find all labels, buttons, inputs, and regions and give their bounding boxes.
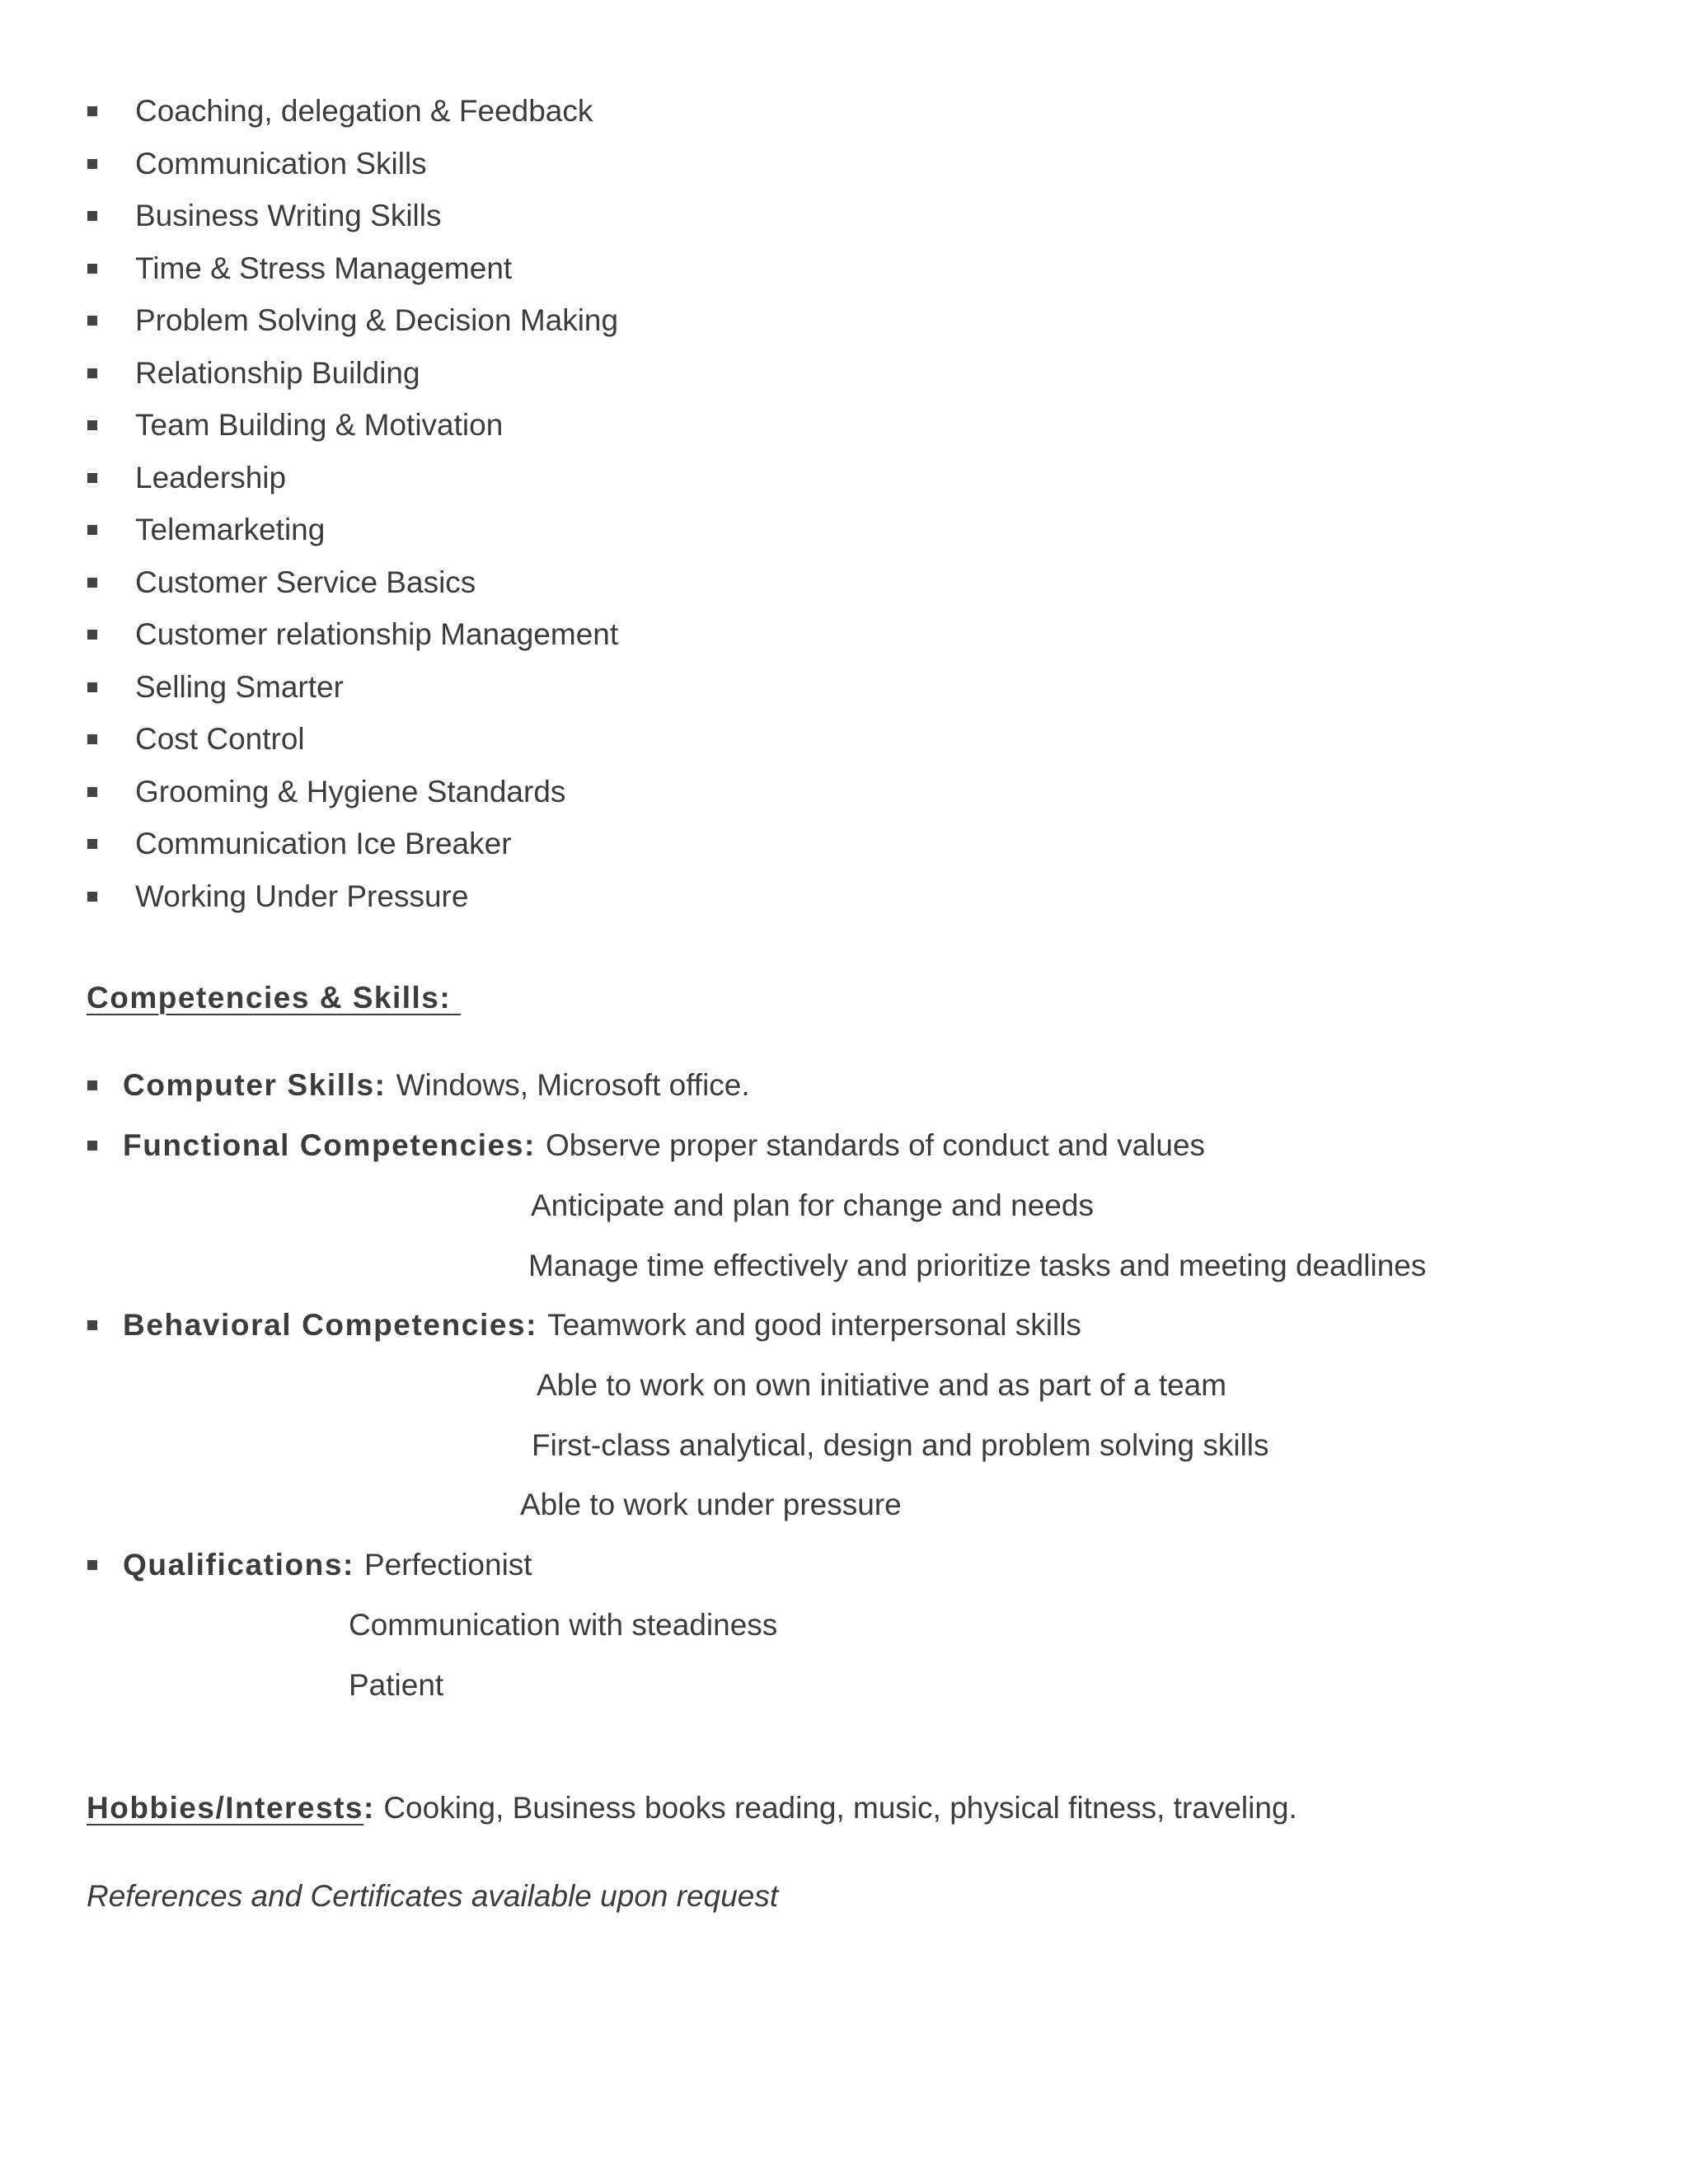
square-bullet-icon: [87, 106, 97, 116]
behavioral-competencies-row: [123, 1302, 1081, 1348]
square-bullet-icon: [87, 839, 97, 849]
hobbies-label: Hobbies/Interests: [87, 1791, 363, 1825]
square-bullet-icon: [87, 734, 97, 744]
square-bullet-icon: [87, 316, 97, 326]
computer-skills-label: Computer Skills:: [123, 1068, 387, 1102]
qualifications-label: Qualifications:: [123, 1548, 354, 1582]
training-item-text: Coaching, delegation & Feedback: [135, 94, 593, 128]
training-item-text: Problem Solving & Decision Making: [135, 303, 619, 337]
square-bullet-icon: [87, 473, 97, 483]
training-item-text: Communication Skills: [135, 146, 427, 180]
training-item-text: Relationship Building: [135, 355, 420, 390]
square-bullet-icon: [87, 1320, 97, 1330]
behavioral-competency-value: Able to work under pressure: [520, 1488, 902, 1521]
training-item-text: Telemarketing: [135, 513, 326, 546]
training-item-text: Selling Smarter: [135, 669, 344, 704]
square-bullet-icon: [87, 420, 97, 430]
qualifications-row: [123, 1542, 532, 1588]
competencies-heading: Competencies & Skills:: [87, 981, 461, 1015]
square-bullet-icon: [87, 578, 97, 588]
square-bullet-icon: [87, 525, 97, 535]
training-item-text: Leadership: [135, 460, 287, 494]
hobbies-colon: :: [363, 1791, 374, 1825]
qualification-value: Patient: [349, 1668, 444, 1702]
training-item-text: Cost Control: [135, 722, 305, 756]
hobbies-value: Cooking, Business books reading, music, physical fitness, traveling.: [383, 1791, 1297, 1825]
functional-competency-value: Anticipate and plan for change and needs: [531, 1188, 1094, 1222]
training-item-text: Business Writing Skills: [135, 199, 442, 232]
training-item-text: Time & Stress Management: [135, 251, 513, 285]
square-bullet-icon: [87, 682, 97, 692]
qualification-value: Communication with steadiness: [349, 1608, 778, 1642]
training-item-text: Communication Ice Breaker: [135, 827, 512, 860]
training-item-text: Customer Service Basics: [135, 565, 476, 599]
training-item-text: Team Building & Motivation: [135, 408, 504, 442]
computer-skills-value: Windows, Microsoft office.: [396, 1068, 750, 1102]
behavioral-competency-value: Able to work on own initiative and as part of a team: [537, 1368, 1227, 1402]
training-item-text: Grooming & Hygiene Standards: [135, 774, 566, 808]
behavioral-competencies-label: Behavioral Competencies:: [123, 1308, 538, 1342]
hobbies-row: [87, 1785, 1297, 1831]
square-bullet-icon: [87, 787, 97, 797]
computer-skills-row: [123, 1062, 750, 1108]
square-bullet-icon: [87, 1560, 97, 1570]
functional-competencies-label: Functional Competencies:: [123, 1128, 536, 1162]
square-bullet-icon: [87, 1080, 97, 1090]
square-bullet-icon: [87, 1141, 97, 1151]
behavioral-competency-value: Teamwork and good interpersonal skills: [547, 1308, 1081, 1342]
square-bullet-icon: [87, 159, 97, 169]
training-item-text: Working Under Pressure: [135, 879, 469, 913]
square-bullet-icon: [87, 368, 97, 378]
qualification-value: Perfectionist: [363, 1548, 532, 1582]
functional-competency-value: Observe proper standards of conduct and values: [545, 1128, 1206, 1162]
square-bullet-icon: [87, 264, 97, 274]
functional-competency-value: Manage time effectively and prioritize tasks and meeting deadlines: [528, 1249, 1427, 1282]
training-item-text: Customer relationship Management: [135, 617, 619, 651]
references-note: References and Certificates available upon request: [87, 1879, 779, 1913]
square-bullet-icon: [87, 892, 97, 902]
square-bullet-icon: [87, 630, 97, 640]
behavioral-competency-value: First-class analytical, design and problem solving skills: [532, 1428, 1269, 1462]
functional-competencies-row: [123, 1122, 1205, 1169]
square-bullet-icon: [87, 211, 97, 221]
